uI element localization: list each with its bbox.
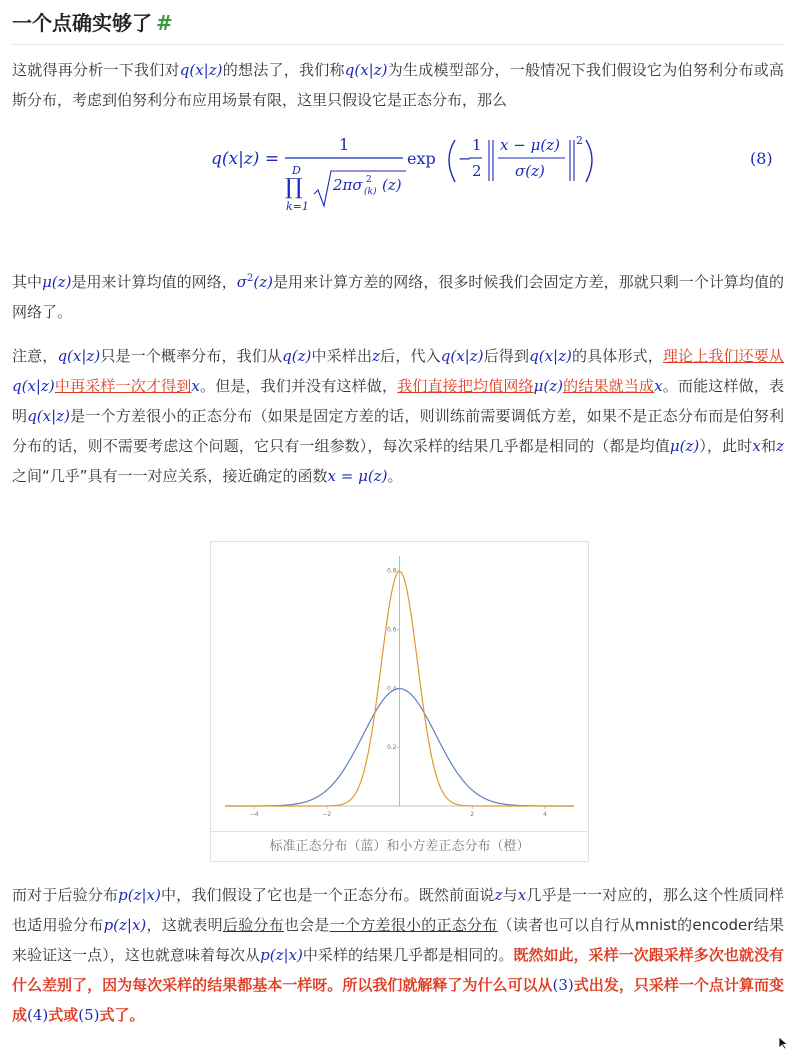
math-inline: q(x|z) [344, 61, 388, 79]
math-inline: q(x|z) [440, 347, 484, 365]
math-sup: 2 [247, 273, 254, 284]
chart-svg [211, 542, 588, 831]
text: 中采样的结果几乎都是相同的。 [302, 946, 514, 964]
prod-lower: k=1 [286, 200, 309, 213]
bold-highlight: 既然如此，采样一次跟采样多次也就没有什么差别了，因为每次采样的结果都基本一样呀。所以我们就解释了为什么可以从 [12, 946, 784, 994]
math-inline: z [494, 886, 503, 904]
frac-den: σ(z) [515, 162, 545, 180]
paragraph-1 [12, 55, 784, 115]
paragraph-2 [12, 264, 784, 327]
section-heading [12, 0, 784, 45]
sqrt-arg: (z) [382, 176, 402, 194]
figure-caption: 标准正态分布（蓝）和小方差正态分布（橙） [211, 831, 588, 861]
equation-svg [12, 126, 784, 222]
paragraph-4 [12, 880, 784, 1030]
math-inline: p(z|x) [103, 916, 147, 934]
text: ，这就表明 [146, 916, 223, 934]
math-inline: μ(z) [533, 377, 564, 395]
highlight-underlined: 的结果就当成 [563, 377, 655, 395]
text: 是用来计算方差的网络，很多时候我们会固定方差，那就只剩一个计算均值的网络了。 [12, 273, 784, 321]
y-tick-label: 0.4 [386, 685, 397, 693]
text: 几乎是一一对应的，那么这个性质同样也适用验分布 [12, 886, 784, 934]
text: 是用来计算均值的网络， [71, 273, 237, 291]
prod-symbol: ∏ [285, 175, 303, 200]
math-inline: q(z) [282, 347, 312, 365]
math-inline: σ [236, 273, 248, 291]
y-tick-label: 0.6 [386, 626, 397, 634]
eq-numerator: 1 [339, 135, 350, 154]
bold-highlight: 式了。 [99, 1006, 145, 1024]
prod-upper: D [292, 164, 301, 177]
text: 后，代入 [380, 347, 441, 365]
norm-sup: 2 [576, 134, 583, 147]
math-inline: x [517, 886, 527, 904]
text: （读者也可以自行从mnist的encoder结果来验证这一点），这也就意味着每次从 [12, 916, 784, 964]
frac-num: x − μ(z) [500, 136, 560, 154]
math-inline: q(x|z) [12, 377, 55, 395]
bold-highlight: 式出发，只采样一个点计算而变成 [12, 976, 784, 1024]
text: 而对于后验分布 [12, 886, 119, 904]
math-inline: (3) [552, 976, 574, 994]
math-inline: q(x|z) [529, 347, 572, 365]
half-num: 1 [472, 136, 482, 154]
x-tick-label: −4 [249, 811, 259, 818]
text: 的想法了，我们称 [222, 61, 345, 79]
text: 中采样出 [311, 347, 373, 365]
math-inline: q(x|z) [179, 61, 223, 79]
text: 。 [387, 467, 403, 485]
anchor-link[interactable]: # [156, 11, 173, 35]
text: 其中 [12, 273, 43, 291]
text: 和 [760, 437, 777, 455]
highlight-underlined: 理论上我们还要从 [662, 347, 784, 365]
x-tick-label: −2 [322, 811, 332, 818]
x-tick-label: 4 [543, 811, 547, 818]
math-inline: x [191, 377, 200, 395]
math-inline: μ(z) [669, 437, 700, 455]
underlined-text: 后验分布 [222, 916, 284, 934]
text: 之间“几乎”具有一一对应关系，接近确定的函数 [12, 467, 328, 485]
eq-lhs: q(x|z) = [211, 149, 280, 169]
y-tick-label: 0.8 [386, 567, 397, 575]
text: 中，我们假设了它也是一个正态分布。既然前面说 [160, 886, 495, 904]
text: 的具体形式， [571, 347, 663, 365]
half-den: 2 [472, 162, 482, 180]
math-inline: x [752, 437, 761, 455]
text: 。而能这样做，表明 [12, 377, 784, 425]
figure [210, 541, 589, 862]
section-title: 一个点确实够了 [12, 11, 152, 35]
eq-minus: − [458, 149, 472, 168]
text: 是一个方差很小的正态分布（如果是固定方差的话，则训练前需要调低方差，如果不是正态分布而是伯努利分布的话，则不需要考虑这个问题，它只有一组参数），每次采样的结果几乎都是相同的（都是均值 [12, 407, 784, 455]
sigma-sub: (k) [364, 187, 377, 197]
paren-left [449, 140, 455, 182]
x-tick-label: 2 [470, 811, 475, 818]
text: 为生成模型部分，一般情况下我们假设它为伯努利分布或高斯分布，考虑到伯努利分布应用场景有限，这里只假设它是正态分布，那么 [12, 61, 784, 109]
text: 也会是 [283, 916, 330, 934]
sigma-sup: 2 [366, 175, 372, 185]
math-inline: μ(z) [42, 273, 72, 291]
math-inline: z [776, 437, 784, 455]
paragraph-3 [12, 341, 784, 491]
equation-8 [12, 126, 784, 222]
text: 这就得再分析一下我们对 [12, 61, 180, 79]
highlight-underlined: 我们直接把均值网络 [397, 377, 534, 395]
equation-number: (8) [750, 149, 773, 168]
math-inline: p(z|x) [118, 886, 161, 904]
math-inline: (5) [78, 1006, 100, 1024]
eq-exp: exp [407, 149, 436, 168]
paren-right [586, 140, 592, 182]
text: 与 [502, 886, 518, 904]
math-inline: q(x|z) [57, 347, 101, 365]
math-inline: (4) [27, 1006, 49, 1024]
mouse-cursor-icon [778, 1036, 790, 1050]
text: ），此时 [699, 437, 753, 455]
text: 只是一个概率分布，我们从 [100, 347, 283, 365]
underlined-text: 一个方差很小的正态分布 [329, 916, 498, 934]
article [12, 0, 784, 1024]
math-inline: x = μ(z) [327, 467, 388, 485]
text: 注意， [12, 347, 58, 365]
text: 。但是，我们并没有这样做， [199, 377, 398, 395]
math-inline: x [654, 377, 663, 395]
highlight-underlined: 中再采样一次才得到 [54, 377, 192, 395]
math-inline: (z) [253, 273, 273, 291]
math-inline: z [372, 347, 381, 365]
y-tick-label: 0.2 [386, 744, 397, 752]
bold-highlight: 式或 [48, 1006, 79, 1024]
math-inline: p(z|x) [260, 946, 303, 964]
math-inline: q(x|z) [27, 407, 70, 425]
sqrt-body: 2πσ [333, 176, 363, 194]
text: 后得到 [483, 347, 530, 365]
